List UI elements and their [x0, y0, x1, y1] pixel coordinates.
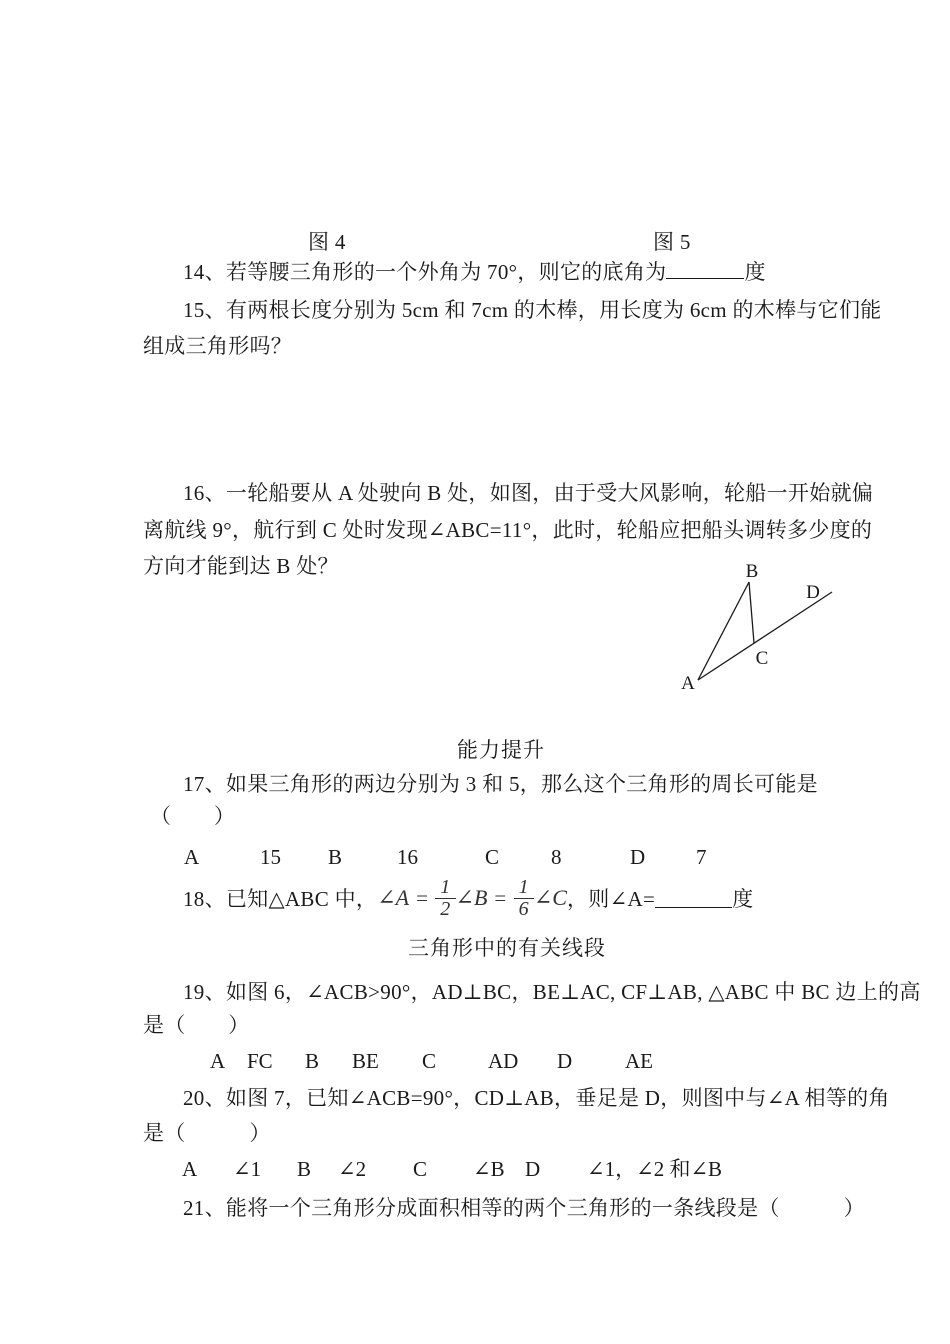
option-value: AE [625, 1049, 653, 1073]
question-18-formula [377, 877, 567, 920]
option-value: AD [488, 1049, 519, 1073]
option-value: 8 [551, 845, 562, 869]
option-letter: B [328, 845, 343, 869]
option-value: ∠1 [233, 1157, 262, 1181]
option-letter: B [305, 1049, 320, 1073]
diagram-label-A: A [681, 673, 695, 694]
question-16-line1: 16、一轮船要从 A 处驶向 B 处，如图，由于受大风影响，轮船一开始就偏 [183, 481, 874, 505]
option-value: BE [352, 1049, 379, 1073]
figure4-caption: 图 4 [308, 230, 346, 254]
question-15-line1: 15、有两根长度分别为 5cm 和 7cm 的木棒，用长度为 6cm 的木棒与它们能 [183, 298, 882, 322]
fraction-one-half: $\frac{1}{2}$ [435, 877, 455, 920]
question-14-unit: 度 [744, 260, 766, 284]
question-20-options [0, 1155, 950, 1183]
section-heading-segments: 三角形中的有关线段 [408, 936, 606, 960]
question-18-unit: 度 [732, 887, 754, 911]
question-14-text: 14、若等腰三角形的一个外角为 70°，则它的底角为 [183, 260, 667, 284]
option-letter: D [630, 845, 646, 869]
option-letter: A [210, 1049, 226, 1073]
option-letter: C [422, 1049, 437, 1073]
question-17-parens: （ ） [150, 804, 236, 828]
option-value: ∠B [473, 1157, 505, 1181]
question-19-line1: 19、如图 6，∠ACB>90°，AD⊥BC，BE⊥AC, CF⊥AB, △ABC 中 BC 边上的高 [183, 980, 921, 1004]
option-letter: A [182, 1157, 198, 1181]
question-17-line1: 17、如果三角形的两边分别为 3 和 5，那么这个三角形的周长可能是 [183, 772, 818, 796]
option-letter: D [557, 1049, 573, 1073]
fraction-one-sixth: $\frac{1}{6}$ [514, 877, 534, 920]
formula-equals-2: = [494, 885, 507, 910]
option-letter: B [297, 1157, 312, 1181]
question-18-suffix: ，则∠A= [566, 887, 656, 911]
option-letter: C [413, 1157, 428, 1181]
option-value: 15 [260, 845, 281, 869]
diagram-label-C: C [755, 648, 769, 669]
diagram-line-AB [698, 582, 749, 680]
formula-angle-A: ∠A [377, 885, 410, 910]
option-letter: A [184, 845, 200, 869]
question-19-parens: 是（ ） [143, 1013, 250, 1037]
diagram-line-BC [749, 582, 754, 643]
question-16-line3: 方向才能到达 B 处？ [143, 554, 339, 578]
question-20-parens: 是（ ） [143, 1121, 271, 1145]
question-14-line [183, 258, 766, 286]
question-18-answer-blank [655, 888, 732, 908]
option-value: ∠2 [338, 1157, 367, 1181]
diagram-label-D: D [806, 582, 820, 603]
figure5-caption: 图 5 [653, 230, 691, 254]
option-value: FC [247, 1049, 273, 1073]
question-20-line1: 20、如图 7，已知∠ACB=90°，CD⊥AB，垂足是 D，则图中与∠A 相等的角 [183, 1086, 890, 1110]
section-heading-ability: 能力提升 [457, 738, 545, 762]
formula-angle-B: ∠B [455, 885, 488, 910]
question-18-line [183, 874, 753, 922]
question-18-prefix: 18、已知△ABC 中， [183, 887, 378, 911]
option-letter: C [485, 845, 500, 869]
question-15-line2: 组成三角形吗？ [143, 334, 293, 358]
question-21-text: 21、能将一个三角形分成面积相等的两个三角形的一条线段是（ ） [183, 1196, 865, 1220]
question-19-options [0, 1047, 950, 1075]
question-16-line2: 离航线 9°，航行到 C 处时发现∠ABC=11°，此时，轮船应把船头调转多少度的 [143, 518, 873, 542]
formula-equals-1: = [416, 885, 429, 910]
ship-triangle-diagram [655, 548, 865, 698]
option-letter: D [525, 1157, 541, 1181]
option-value: 7 [696, 845, 707, 869]
question-14-answer-blank [666, 259, 744, 279]
question-17-options [0, 843, 950, 871]
formula-angle-C: ∠C [533, 885, 567, 910]
option-value: 16 [397, 845, 418, 869]
diagram-label-B: B [745, 561, 759, 582]
option-value: ∠1，∠2 和∠B [587, 1157, 723, 1181]
